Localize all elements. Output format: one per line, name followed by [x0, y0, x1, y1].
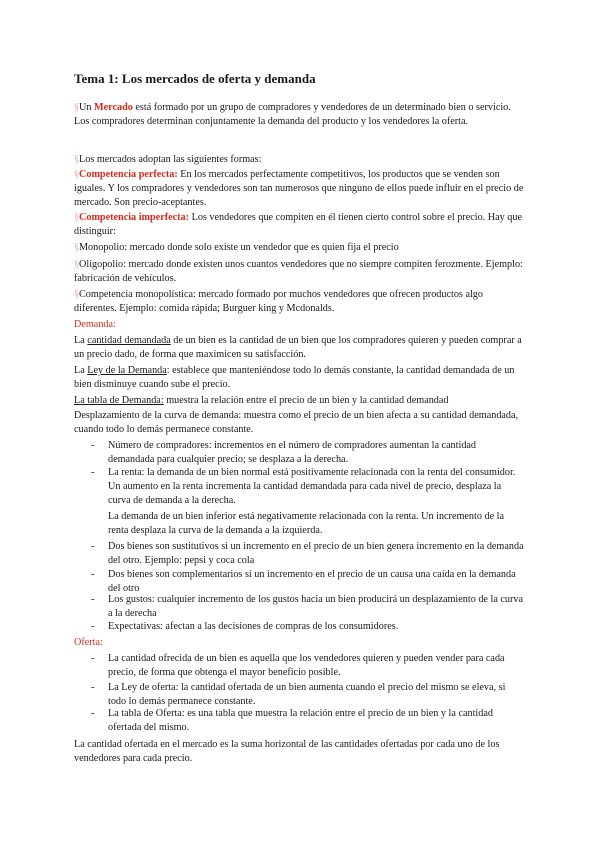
- section-bullet-icon: §: [74, 289, 79, 300]
- list-item: La renta: la demanda de un bien normal está positivamente relacionada con la renta del consumidor. Un aumento en la renta incrementa la cantidad demandada para cada nivel de precio, desplaza la curva de demanda a la derecha.: [108, 467, 516, 507]
- cantidad-demandada-paragraph: La cantidad demandada de un bien es la cantidad de un bien que los compradores quieren y pueden comprar a un precio dado, de forma que maximicen su satisfacción.: [74, 335, 522, 361]
- demanda-heading: Demanda:: [74, 319, 116, 330]
- forms-intro: §Los mercados adoptan las siguientes formas:: [74, 154, 262, 165]
- section-bullet-icon: §: [74, 169, 79, 180]
- dash-bullet: -: [91, 467, 95, 478]
- section-bullet-icon: §: [74, 154, 79, 165]
- section-bullet-icon: §: [74, 242, 79, 253]
- term-competencia-imperfecta: Competencia imperfecta:: [79, 212, 190, 223]
- list-item: Los gustos: cualquier incremento de los gustos hacia un bien producirá un desplazamiento de la curva a la derecha: [108, 594, 524, 620]
- competencia-monopolistica-item: §Competencia monopolística: mercado formado por muchos vendedores que ofrecen productos algo diferentes. Ejemplo: comida rápida; Burguer king y Mcdonalds.: [74, 289, 483, 315]
- competencia-imperfecta-paragraph: §Competencia imperfecta: Los vendedores que compiten en él tienen cierto control sobre el precio. Hay que distinguir:: [74, 212, 523, 238]
- renta-inferior-paragraph: La demanda de un bien inferior está negativamente relacionada con la renta. Un incremento de la renta desplaza la curva de la demanda a la izquierda.: [108, 511, 504, 537]
- list-item: La tabla de Oferta: es una tabla que muestra la relación entre el precio de un bien y la cantidad ofertada del mismo.: [108, 708, 493, 734]
- dash-bullet: -: [91, 594, 95, 605]
- dash-bullet: -: [91, 440, 95, 451]
- list-item: Dos bienes son sustitutivos si un incremento en el precio de un bien genera incremento en la demanda del otro. Ejemplo: pepsi y coca cola: [108, 541, 524, 567]
- intro-paragraph: §Un Mercado está formado por un grupo de compradores y vendedores de un determinado bien o servicio. Los compradores determinan conjuntamente la demanda del producto y los vendedores la oferta.: [74, 102, 511, 128]
- dash-bullet: -: [91, 541, 95, 552]
- list-item: Dos bienes son complementarios si un incremento en el precio de un causa una caída en la demanda del otro: [108, 569, 516, 595]
- term-tabla-demanda: La tabla de Demanda:: [74, 395, 164, 406]
- section-bullet-icon: §: [74, 212, 79, 223]
- ley-demanda-paragraph: La Ley de la Demanda: establece que manteniéndose todo lo demás constante, la cantidad demandada de un bien disminuye cuando sube el precio.: [74, 365, 515, 391]
- dash-bullet: -: [91, 708, 95, 719]
- oligopolio-item: §Oligopolio: mercado donde existen unos cuantos vendedores que no siempre compiten ferozmente. Ejemplo: fabricación de vehículos.: [74, 259, 523, 285]
- list-item: La Ley de oferta: la cantidad ofertada de un bien aumenta cuando el precio del mismo se eleva, si todo lo demás permanece constante.: [108, 682, 506, 708]
- list-item: Número de compradores: incrementos en el número de compradores aumentan la cantidad demandada para cualquier precio; se desplaza a la derecha.: [108, 440, 477, 466]
- section-bullet-icon: §: [74, 102, 79, 113]
- term-mercado: Mercado: [94, 102, 133, 113]
- tabla-demanda-paragraph: La tabla de Demanda: muestra la relación entre el precio de un bien y la cantidad demandad: [74, 395, 449, 406]
- dash-bullet: -: [91, 682, 95, 693]
- monopolio-item: §Monopolio: mercado donde solo existe un vendedor que es quien fija el precio: [74, 242, 399, 253]
- page-title: Tema 1: Los mercados de oferta y demanda: [74, 71, 316, 86]
- term-cantidad-demandada: cantidad demandada: [87, 335, 171, 346]
- competencia-perfecta-paragraph: §Competencia perfecta: En los mercados perfectamente competitivos, los productos que se venden son iguales. Y los compradores y vendedores son tan numerosos que ninguno de ellos puede influir en el precio de mercado. Son precio-aceptantes.: [74, 169, 524, 209]
- desplazamiento-paragraph: Desplazamiento de la curva de demanda: muestra como el precio de un bien afecta a su cantidad demandada, cuando todo lo demás permanece constante.: [74, 410, 519, 436]
- section-bullet-icon: §: [74, 259, 79, 270]
- dash-bullet: -: [91, 653, 95, 664]
- term-ley-demanda: Ley de la Demanda: [87, 365, 167, 376]
- dash-bullet: -: [91, 621, 95, 632]
- dash-bullet: -: [91, 569, 95, 580]
- list-item: La cantidad ofrecida de un bien es aquella que los vendedores quieren y pueden vender para cada precio, de forma que obtenga el mayor beneficio posible.: [108, 653, 505, 679]
- conclusion-paragraph: La cantidad ofertada en el mercado es la suma horizontal de las cantidades ofertadas por cada uno de los vendedores para cada precio.: [74, 739, 500, 765]
- list-item: Expectativas: afectan a las decisiones de compras de los consumidores.: [108, 621, 399, 632]
- term-competencia-perfecta: Competencia perfecta:: [79, 169, 178, 180]
- oferta-heading: Oferta:: [74, 637, 103, 648]
